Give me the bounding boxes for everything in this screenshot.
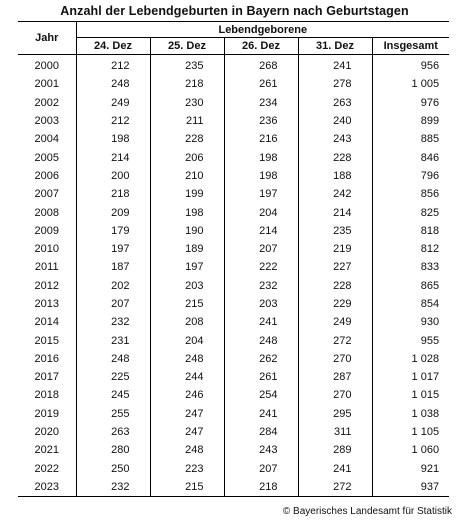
value-24-dez: 214 — [76, 148, 150, 166]
value-24-dez: 232 — [76, 313, 150, 331]
value-31-dez: 241 — [298, 55, 372, 76]
value-26-dez: 232 — [224, 277, 298, 295]
value-insgesamt: 937 — [372, 478, 449, 497]
column-header-26-dez: 26. Dez — [224, 38, 298, 55]
year-cell: 2008 — [34, 206, 59, 219]
value-31-dez: 243 — [298, 130, 372, 148]
value-26-dez: 241 — [224, 313, 298, 331]
value-31-dez: 228 — [298, 148, 372, 166]
value-insgesamt: 833 — [372, 258, 449, 276]
value-24-dez: 187 — [76, 258, 150, 276]
year-cell: 2001 — [34, 78, 59, 91]
value-25-dez: 247 — [150, 405, 224, 423]
value-25-dez: 218 — [150, 75, 224, 93]
value-26-dez: 198 — [224, 148, 298, 166]
value-insgesamt: 1 017 — [372, 368, 449, 386]
value-26-dez: 254 — [224, 386, 298, 404]
value-31-dez: 188 — [298, 167, 372, 185]
table-row — [18, 478, 449, 497]
value-25-dez: 244 — [150, 368, 224, 386]
births-table — [18, 21, 449, 497]
value-insgesamt: 1 060 — [372, 441, 449, 459]
table-row — [18, 368, 449, 386]
table-row — [18, 350, 449, 368]
value-26-dez: 222 — [224, 258, 298, 276]
table-body — [18, 55, 449, 497]
value-24-dez: 248 — [76, 75, 150, 93]
value-26-dez: 207 — [224, 240, 298, 258]
year-cell: 2015 — [34, 334, 59, 347]
value-25-dez: 235 — [150, 55, 224, 76]
value-25-dez: 247 — [150, 423, 224, 441]
table-row — [18, 331, 449, 349]
value-31-dez: 272 — [298, 331, 372, 349]
value-31-dez: 289 — [298, 441, 372, 459]
value-insgesamt: 1 105 — [372, 423, 449, 441]
value-24-dez: 255 — [76, 405, 150, 423]
value-insgesamt: 825 — [372, 203, 449, 221]
value-26-dez: 234 — [224, 94, 298, 112]
value-24-dez: 248 — [76, 350, 150, 368]
table-row — [18, 130, 449, 148]
table-row — [18, 222, 449, 240]
value-26-dez: 214 — [224, 222, 298, 240]
table-row — [18, 240, 449, 258]
value-26-dez: 218 — [224, 478, 298, 497]
value-31-dez: 229 — [298, 295, 372, 313]
value-insgesamt: 1 005 — [372, 75, 449, 93]
year-cell: 2002 — [34, 96, 59, 109]
value-24-dez: 218 — [76, 185, 150, 203]
table-row — [18, 148, 449, 166]
value-26-dez: 207 — [224, 460, 298, 478]
value-insgesamt: 921 — [372, 460, 449, 478]
value-24-dez: 231 — [76, 331, 150, 349]
year-cell: 2018 — [34, 389, 59, 402]
year-cell: 2021 — [34, 444, 59, 457]
value-24-dez: 198 — [76, 130, 150, 148]
value-24-dez: 263 — [76, 423, 150, 441]
value-25-dez: 215 — [150, 295, 224, 313]
value-31-dez: 228 — [298, 277, 372, 295]
year-cell: 2011 — [34, 261, 59, 274]
column-header-25-dez: 25. Dez — [150, 38, 224, 55]
year-cell: 2017 — [34, 371, 59, 384]
table-header — [18, 22, 449, 55]
value-25-dez: 204 — [150, 331, 224, 349]
value-24-dez: 207 — [76, 295, 150, 313]
value-31-dez: 240 — [298, 112, 372, 130]
value-insgesamt: 930 — [372, 313, 449, 331]
table-title: Anzahl der Lebendgeburten in Bayern nach Geburtstagen — [60, 4, 409, 18]
value-31-dez: 278 — [298, 75, 372, 93]
value-26-dez: 261 — [224, 368, 298, 386]
value-24-dez: 232 — [76, 478, 150, 497]
year-cell: 2003 — [34, 115, 59, 128]
year-cell: 2020 — [34, 426, 59, 439]
year-cell: 2012 — [34, 279, 59, 292]
value-26-dez: 268 — [224, 55, 298, 76]
value-26-dez: 284 — [224, 423, 298, 441]
value-insgesamt: 796 — [372, 167, 449, 185]
value-24-dez: 197 — [76, 240, 150, 258]
column-header-31-dez: 31. Dez — [298, 38, 372, 55]
table-row — [18, 112, 449, 130]
value-26-dez: 204 — [224, 203, 298, 221]
value-31-dez: 272 — [298, 478, 372, 497]
value-25-dez: 190 — [150, 222, 224, 240]
value-26-dez: 262 — [224, 350, 298, 368]
value-insgesamt: 1 038 — [372, 405, 449, 423]
value-insgesamt: 1 015 — [372, 386, 449, 404]
value-25-dez: 199 — [150, 185, 224, 203]
value-24-dez: 212 — [76, 112, 150, 130]
value-25-dez: 189 — [150, 240, 224, 258]
value-25-dez: 246 — [150, 386, 224, 404]
value-31-dez: 249 — [298, 313, 372, 331]
source-note: © Bayerisches Landesamt für Statistik — [282, 506, 452, 517]
year-cell: 2014 — [34, 316, 59, 329]
year-cell: 2000 — [34, 60, 59, 73]
column-header-24-dez: 24. Dez — [76, 38, 150, 55]
table-row — [18, 203, 449, 221]
value-31-dez: 263 — [298, 94, 372, 112]
value-31-dez: 227 — [298, 258, 372, 276]
table-row — [18, 295, 449, 313]
value-25-dez: 248 — [150, 441, 224, 459]
column-header-insgesamt: Insgesamt — [372, 38, 449, 55]
table-row — [18, 258, 449, 276]
value-insgesamt: 1 028 — [372, 350, 449, 368]
table-row — [18, 167, 449, 185]
value-25-dez: 198 — [150, 203, 224, 221]
value-insgesamt: 854 — [372, 295, 449, 313]
value-31-dez: 214 — [298, 203, 372, 221]
value-26-dez: 198 — [224, 167, 298, 185]
value-25-dez: 208 — [150, 313, 224, 331]
year-column-header: Jahr — [18, 22, 76, 55]
year-cell: 2004 — [34, 133, 59, 146]
value-24-dez: 249 — [76, 94, 150, 112]
table-row — [18, 277, 449, 295]
table-row — [18, 185, 449, 203]
value-insgesamt: 865 — [372, 277, 449, 295]
value-25-dez: 206 — [150, 148, 224, 166]
value-insgesamt: 899 — [372, 112, 449, 130]
year-cell: 2009 — [34, 224, 59, 237]
value-24-dez: 202 — [76, 277, 150, 295]
year-cell: 2005 — [34, 151, 59, 164]
value-26-dez: 216 — [224, 130, 298, 148]
value-25-dez: 203 — [150, 277, 224, 295]
value-25-dez: 248 — [150, 350, 224, 368]
table-row — [18, 55, 449, 76]
value-26-dez: 236 — [224, 112, 298, 130]
value-25-dez: 223 — [150, 460, 224, 478]
value-insgesamt: 885 — [372, 130, 449, 148]
value-insgesamt: 856 — [372, 185, 449, 203]
value-26-dez: 203 — [224, 295, 298, 313]
table-row — [18, 386, 449, 404]
year-cell: 2016 — [34, 352, 59, 365]
value-24-dez: 250 — [76, 460, 150, 478]
year-cell: 2019 — [34, 407, 59, 420]
value-25-dez: 210 — [150, 167, 224, 185]
value-24-dez: 225 — [76, 368, 150, 386]
value-26-dez: 261 — [224, 75, 298, 93]
value-31-dez: 270 — [298, 386, 372, 404]
table-row — [18, 94, 449, 112]
year-cell: 2022 — [34, 462, 59, 475]
value-31-dez: 235 — [298, 222, 372, 240]
value-25-dez: 197 — [150, 258, 224, 276]
value-25-dez: 230 — [150, 94, 224, 112]
value-26-dez: 197 — [224, 185, 298, 203]
value-26-dez: 241 — [224, 405, 298, 423]
value-insgesamt: 955 — [372, 331, 449, 349]
value-26-dez: 243 — [224, 441, 298, 459]
value-31-dez: 311 — [298, 423, 372, 441]
value-26-dez: 248 — [224, 331, 298, 349]
value-24-dez: 280 — [76, 441, 150, 459]
group-header: Lebendgeborene — [76, 22, 449, 38]
table-row — [18, 405, 449, 423]
value-24-dez: 179 — [76, 222, 150, 240]
table-row — [18, 313, 449, 331]
value-insgesamt: 956 — [372, 55, 449, 76]
table-row — [18, 441, 449, 459]
year-cell: 2023 — [18, 478, 76, 497]
table-row — [18, 75, 449, 93]
year-cell: 2006 — [34, 169, 59, 182]
value-25-dez: 211 — [150, 112, 224, 130]
value-25-dez: 215 — [150, 478, 224, 497]
year-cell: 2010 — [34, 243, 59, 256]
table-row — [18, 423, 449, 441]
value-31-dez: 287 — [298, 368, 372, 386]
value-25-dez: 228 — [150, 130, 224, 148]
year-cell: 2007 — [34, 188, 59, 201]
value-insgesamt: 812 — [372, 240, 449, 258]
value-24-dez: 212 — [76, 55, 150, 76]
value-31-dez: 219 — [298, 240, 372, 258]
value-31-dez: 241 — [298, 460, 372, 478]
value-24-dez: 245 — [76, 386, 150, 404]
value-insgesamt: 976 — [372, 94, 449, 112]
value-24-dez: 200 — [76, 167, 150, 185]
value-insgesamt: 818 — [372, 222, 449, 240]
value-31-dez: 270 — [298, 350, 372, 368]
table-row — [18, 460, 449, 478]
value-31-dez: 295 — [298, 405, 372, 423]
value-insgesamt: 846 — [372, 148, 449, 166]
value-31-dez: 242 — [298, 185, 372, 203]
value-24-dez: 209 — [76, 203, 150, 221]
year-cell: 2013 — [34, 298, 59, 310]
